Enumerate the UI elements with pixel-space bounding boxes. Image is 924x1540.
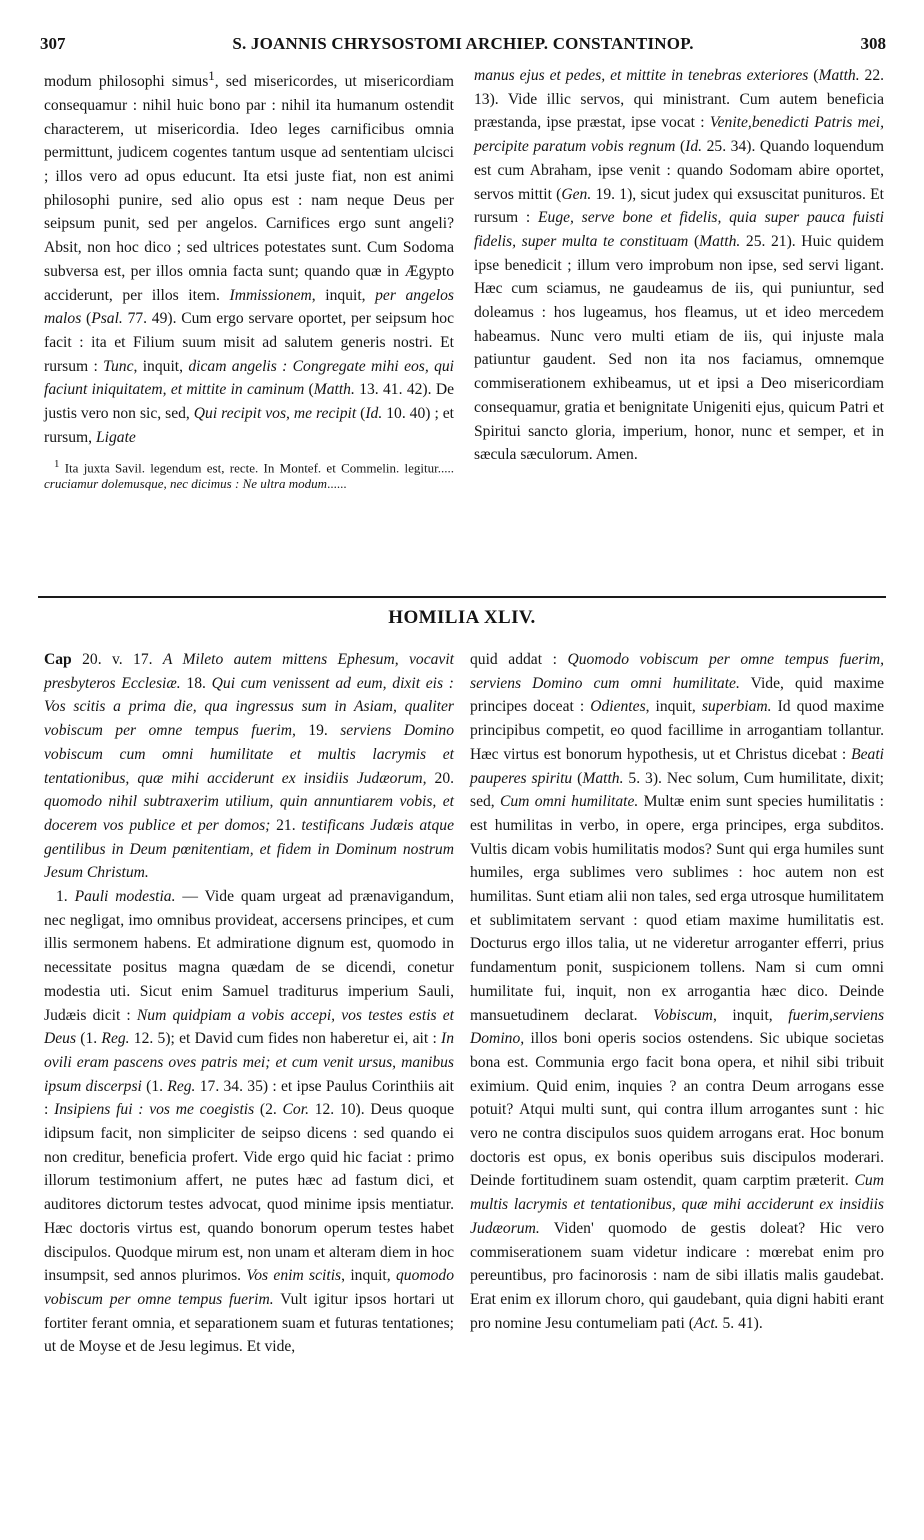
text-paragraph: modum philosophi simus$^1$, sed misericordes, ut misericordiam consequamur : nihil huic bono par : nihil ita humanum ostendit characterem, ut misericordia. Ideo leges carnificibus omnia permittunt, judicem cogentes tantum usque ad sententiam ulcisci ; illos vero ad opus educunt. Ita etsi juste fiat, non est animi philosophi punire, sed alio opus est : nam neque Deus per seipsum punit, sed per angelos. Carnifices ergo sunt angeli? Absit, non hoc dico ; sed ultrices potestates sunt. Cum Sodoma subversa est, per illos omnia facta sunt; quando quæ in Ægypto acciderunt, per illos item. Immissionem, inquit, per angelos malos (Psal. 77. 49). Cum ergo servare oportet, per seipsum hoc facit : ita et Filium suum misit ad salutem generis nostri. Et rursum : Tunc, inquit, dicam angelis : Congregate mihi eos, qui faciunt iniquitatem, et mittite in caminum (Matth. 13. 41. 42). De justis vero non sic, sed, Qui recipit vos, me recipit (Id. 10. 40) ; et rursum, Ligate bbox=[44, 68, 455, 446]
footnote-ref: 1 bbox=[208, 68, 215, 83]
column-lower-left bbox=[44, 648, 454, 1359]
column-upper-right bbox=[474, 64, 884, 467]
text-paragraph: 1. Pauli modestia. — Vide quam urgeat ad prænavigandum, nec negligat, imo omnibus provideat, accersens principes, et cum illis sermonem habens. Et admiratione dignum est, quomodo in necessitate positus magna quædam de se dicendi, conetur modestia uti. Sicut enim Samuel traditurus imperium Sauli, Judæis dicit : Num quidpiam a vobis accepi, vos testes estis et Deus (1. Reg. 12. 5); et David cum fides non haberetur ei, ait : In ovili eram pascens oves patris mei; et cum venit ursus, manibus ipsum discerpsi (1. Reg. 17. 34. 35) : et ipse Paulus Corinthiis ait : Insipiens fui : vos me coegistis (2. Cor. 12. 10). Deus quoque idipsum facit, non simpliciter de seipso dicens : sed quando ei non creditur, beneficia profert. Vide ergo quid hic faciat : primo illorum testimonium affert, ne putes hæc ad fastum dici, et auditores dictorum testes advocat, quod minime ipsis mentiatur. Hæc doctoris virtus est, quando bonorum operum testes habet discipulos. Quodque mirum est, non unam et alteram diem in hoc insumpsit, sed annos plurimos. Vos enim scitis, inquit, quomodo vobiscum per omne tempus fuerim. Vult igitur ipsos hortari ut fortiter ferant omnia, et separationem suam et futuras tentationes; ut de Moyse et de Jesu legimus. Et vide, bbox=[44, 888, 455, 1356]
running-head-title: S. JOANNIS CHRYSOSTOMI ARCHIEP. CONSTANTINOP. bbox=[232, 34, 694, 53]
column-upper-left bbox=[44, 64, 454, 492]
scripture-passage: Cap 20. v. 17. A Mileto autem mittens Ephesum, vocavit presbyteros Ecclesiæ. 18. Qui cum venissent ad eum, dixit eis : Vos scitis a prima die, qua ingressus sum in Asiam, qualiter vobiscum per omne tempus fuerim, 19. serviens Domino vobiscum cum omni humilitate et multis lacrymis et tentationibus, quæ mihi acciderunt ex insidiis Judæorum, 20. quomodo nihil subtraxerim utilium, quin annuntiarem vobis, et docerem vos publice et per domos; 21. testificans Judæis atque gentilibus in Deum pœnitentiam, et fidem in Dominum nostrum Jesum Christum. bbox=[44, 651, 455, 882]
footnote: $^1$ Ita juxta Savil. legendum est, recte. In Montef. et Commelin. legitur..... cruciamur dolemusque, nec dicimus : Ne ultra modum...... bbox=[44, 458, 454, 492]
section-heading: Pauli modestia. bbox=[74, 888, 176, 906]
page-number-left: 307 bbox=[40, 34, 66, 53]
page-number-right: 308 bbox=[860, 34, 886, 53]
text-paragraph: quid addat : Quomodo vobiscum per omne tempus fuerim, serviens Domino cum omni humilitate. Vide, quid maxime principes doceat : Odientes, inquit, superbiam. Id quod maxime principibus competit, eo quod facillime in arrogantiam tollantur. Hæc virtus est bonorum hypothesis, ut et Christus dicebat : Beati pauperes spiritu (Matth. 5. 3). Nec solum, Cum humilitate, dixit; sed, Cum omni humilitate. Multæ enim sunt species humilitatis : est humilitas in verbo, in opere, erga principes, erga subditos. Vultis dicam vobis humilitatis modos? Sunt qui erga humiles sunt humiles, erga sublimes vero sublimes : hoc autem non est humilitas. Sunt etiam alii non tales, sed erga utrosque humilitatem et sublimitatem servant : quod etiam maxime humilitatis est. Docturus ergo illos talia, ut ne videretur arroganter efferri, prius fundamentum ponit, suspicionem tollens. Nam si cum omni humilitate fui, inquit, non ex arrogantia hæc dico. Deinde mansuetudinem declarat. Vobiscum, inquit, fuerim,serviens Domino, illos boni operis socios ostendens. Sic ubique societas bona est. Communia ergo facit bona opera, et nihil sibi tribuit eximium. Quid enim, inquies ? an contra Deum arrogans esse potuit? Atqui multi sunt, qui contra illum arrogantes sunt : hic vero ne contra discipulos suos quidem arrogans erat. Hoc bonum doctoris est opus, ex bonis operibus suis discipulos moderari. Deinde fortitudinem suam ostendit, quam carptim præterit. Cum multis lacrymis et tentationibus, quæ mihi acciderunt ex insidiis Judæorum. Viden' quomodo de gestis doleat? Hic vero commiserationem suam videtur indicare : mœrebat enim pro pereuntibus, pro facinorosis : nam de sibi illatis malis gaudebat. Erat enim ex illorum choro, qui gaudebant, quia digni habiti erant pro nomine Jesu contumeliam pati (Act. 5. 41). bbox=[470, 651, 885, 1332]
chapter-label: Cap bbox=[44, 651, 72, 668]
column-lower-right bbox=[470, 648, 884, 1335]
running-header bbox=[40, 34, 886, 58]
section-divider bbox=[38, 596, 886, 598]
text-paragraph: manus ejus et pedes, et mittite in tenebras exteriores (Matth. 22. 13). Vide illic servos, qui ministrant. Cum autem beneficia præstanda, ipse præstat, ipse vocat : Venite,benedicti Patris mei, percipite paratum vobis regnum (Id. 25. 34). Quando loquendum est cum Abraham, ipse venit : quando Sodomam abire oportet, servos mittit (Gen. 19. 1), sicut judex qui exsuscitat punituros. Et rursum : Euge, serve bone et fidelis, quia super pauca fuisti fidelis, super multa te constituam (Matth. 25. 21). Huic quidem ipse benedicit ; illum vero improbum non ipse, sed servi ligant. Hæc cum sciamus, ne gaudeamus de iis, qui puniuntur, sed doleamus : hos lugeamus, hos fleamus, ut et ideo mercedem habeamus. Nunc vero multi etiam de iis, qui injuste mala patiuntur gaudent. Sed non ita nos faciamus, omnemque commiserationem exhibeamus, ut et ipsi a Deo misericordiam consequamur, gratia et benignitate Unigeniti ejus, quicum Patri et Spiritui sancto gloria, imperium, honor, nunc et semper, et in sæcula sæculorum. Amen. bbox=[474, 67, 885, 464]
homily-title: HOMILIA XLIV. bbox=[388, 607, 536, 628]
